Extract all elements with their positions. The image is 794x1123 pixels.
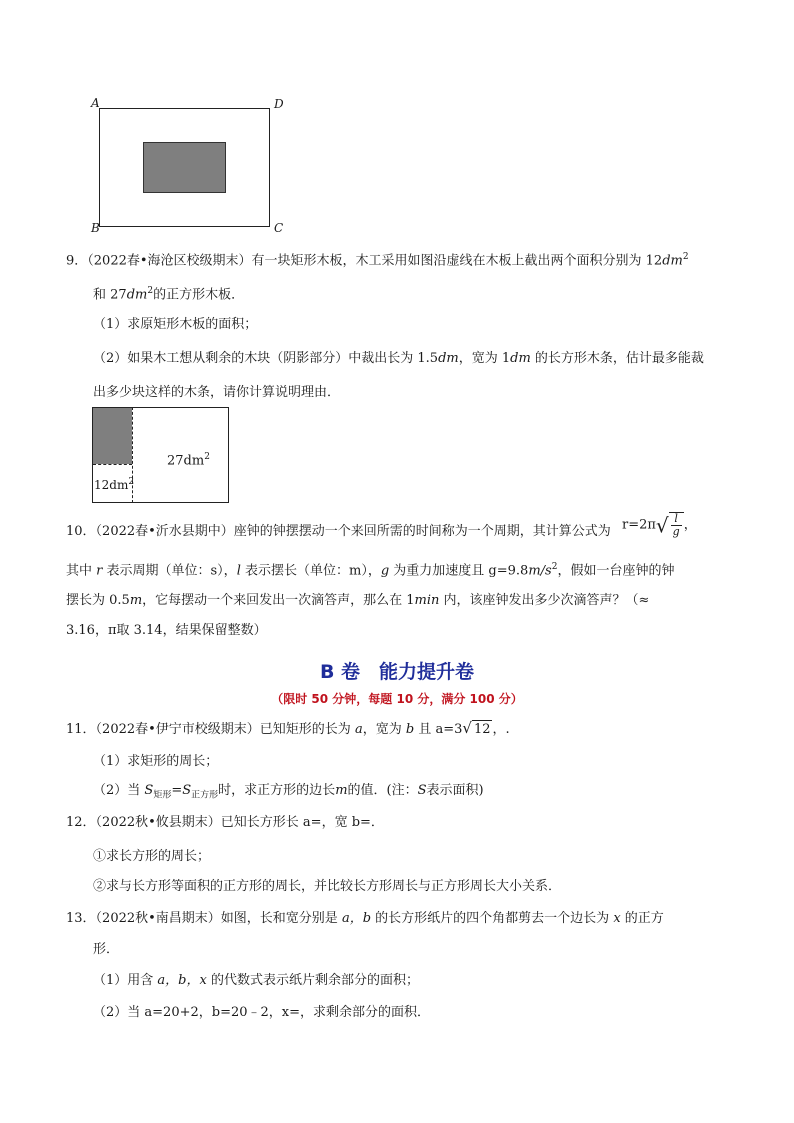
q9-unit-1: dm (662, 253, 683, 269)
q11-2c: 的值．(注： (347, 783, 418, 798)
q12-sub1: ①求长方形的周长； (93, 849, 211, 864)
q11-s2: S (182, 783, 192, 798)
q11-s1: S (144, 783, 154, 798)
q11-sub1: （1）求矩形的周长； (93, 754, 219, 769)
q9-sub2: （2）如果木工想从剩余的木块（阴影部分）中裁出长为 1.5dm，宽为 1dm 的长方形木条，估计最多能裁 (93, 351, 704, 366)
q9-line1: 9．（2022春•海沧区校级期末）有一块矩形木板，木工采用如图沿虚线在木板上截出两个面积分别为 $12dm^2$ (66, 252, 689, 269)
q11-s3: S (417, 783, 427, 798)
board-label-27-text: 27dm (167, 453, 205, 469)
q10-text-1: 10．（2022春•沂水县期中）座钟的钟摆摆动一个来回所需的时间称为一个周期，其计算公式为 (66, 524, 611, 539)
q11-1a: 11．（2022春•伊宁市校级期末）已知矩形的长为 (66, 722, 351, 737)
q13-line2: 形． (93, 942, 120, 957)
q9-text-2b: 的正方形木板． (153, 287, 245, 303)
q10-line4: 3.16，π取 3.14，结果保留整数） (66, 623, 267, 638)
q11-1c: 且 a=3 (418, 722, 463, 737)
q11-sub-rect: 矩形 (153, 790, 172, 801)
shaded-inner-rectangle (143, 142, 226, 193)
q10-line3 (66, 592, 649, 610)
vertex-label-b: B (91, 221, 100, 235)
q9-sub1: （1）求原矩形木板的面积； (93, 317, 258, 332)
q9-sub2-b: ，宽为 1 (458, 351, 511, 366)
q11-sub2 (93, 782, 484, 805)
q12-line1: 12．（2022秋•攸县期末）已知长方形长 a=，宽 b=． (66, 815, 384, 830)
q9-unit-2: dm (126, 287, 148, 303)
q11-1d: ，. (492, 722, 510, 737)
q9-text-2a: 和 27 (93, 287, 127, 303)
q13-x: x (613, 911, 621, 926)
q10-line1 (66, 523, 611, 541)
q13-1a: 13．（2022秋•南昌期末）如图，长和宽分别是 (66, 911, 338, 926)
formula-den: g (672, 525, 680, 538)
q10-g: g (380, 563, 390, 579)
q11-a: a (354, 722, 363, 737)
q13-sub2: （2）当 a=20+2，b=20﹣2，x=，求剩余部分的面积． (93, 1005, 431, 1020)
q10-unit-m: m (129, 593, 143, 608)
formula-num: l (671, 513, 682, 526)
q11-sub-sq: 正方形 (191, 790, 219, 801)
q9-sub2-a: （2）如果木工想从剩余的木块（阴影部分）中裁出长为 1.5 (93, 351, 439, 366)
q13-s1b: 的代数式表示纸片剩余部分的面积； (210, 973, 419, 988)
board-label-12-text: 12dm (94, 478, 129, 492)
q9-line2: 和 $27dm^2$的正方形木板． (93, 286, 245, 303)
q11-2b: 时，求正方形的边长 (218, 783, 336, 798)
q10-2b: 表示周期（单位：s）， (106, 563, 237, 579)
q13-abx: a，b，x (157, 973, 207, 988)
section-b-title: B 卷 能力提升卷 (319, 661, 475, 683)
formula-sqrt: √ $\frac{l}{g}$ (656, 512, 684, 538)
board-shaded (93, 408, 132, 464)
q10-unit-ms: m/s (528, 563, 552, 579)
q10-unit-min: min (414, 593, 440, 608)
board-dashed-horizontal (93, 464, 132, 465)
board-label-12: $12dm^2$ (94, 477, 135, 492)
q10-2c: 表示摆长（单位：m）， (245, 563, 381, 579)
q11-1b: ，宽为 (362, 722, 402, 737)
q10-formula: r=2π√ $\frac{l}{g}$ ， (622, 512, 697, 538)
q10-r: r (96, 563, 103, 579)
q13-sub1 (93, 972, 419, 990)
q9-sub2-c: 的长方形木条，估计最多能裁 (530, 351, 704, 366)
q11-2d: 表示面积) (426, 783, 484, 798)
board-label-27: $27dm^2$ (167, 452, 210, 469)
q13-1b: 的长方形纸片的四个角都剪去一个边长为 (375, 911, 610, 926)
q13-s1a: （1）用含 (93, 973, 154, 988)
q10-3b: ，它每摆动一个来回发出一次滴答声，那么在 1 (142, 593, 415, 608)
q11-sqrt: √ 12 (462, 719, 491, 737)
q10-line2: 其中 r 表示周期（单位：s），l 表示摆长（单位：m），g 为重力加速度且 $g=9.8m/s^2$，假如一台座钟的钟 (66, 562, 675, 579)
q10-3c: 内，该座钟发出多少次滴答声？（≈ (439, 593, 650, 608)
q9-sub2-line2: 出多少块这样的木条，请你计算说明理由． (93, 385, 341, 400)
q12-sub2: ②求与长方形等面积的正方形的周长，并比较长方形周长与正方形周长大小关系． (93, 879, 562, 894)
vertex-label-d: D (274, 97, 284, 111)
q10-2e: ，假如一台座钟的钟 (557, 563, 675, 579)
q13-line1 (66, 910, 664, 928)
formula-lhs: r=2π (622, 517, 656, 533)
q13-1c: 的正方 (624, 911, 664, 926)
q13-ab: a，b (341, 911, 372, 926)
section-b-subtitle: （限时 50 分钟，每题 10 分，满分 100 分） (271, 692, 523, 706)
q11-b: b (405, 722, 415, 737)
q11-line1 (66, 719, 510, 739)
q11-radicand: 12 (473, 722, 491, 737)
q11-m: m (335, 783, 348, 798)
vertex-label-a: A (91, 96, 100, 110)
q10-l: l (236, 563, 241, 579)
q10-3a: 摆长为 0.5 (66, 593, 130, 608)
q9-text-1: 9．（2022春•海沧区校级期末）有一块矩形木板，木工采用如图沿虚线在木板上截出两个面积分别为 12 (66, 253, 663, 269)
q11-eq: = (171, 783, 183, 798)
q10-2d: 为重力加速度且 g=9.8 (393, 563, 529, 579)
q11-2a: （2）当 (93, 783, 141, 798)
q10-2a: 其中 (66, 563, 93, 579)
vertex-label-c: C (274, 221, 284, 235)
